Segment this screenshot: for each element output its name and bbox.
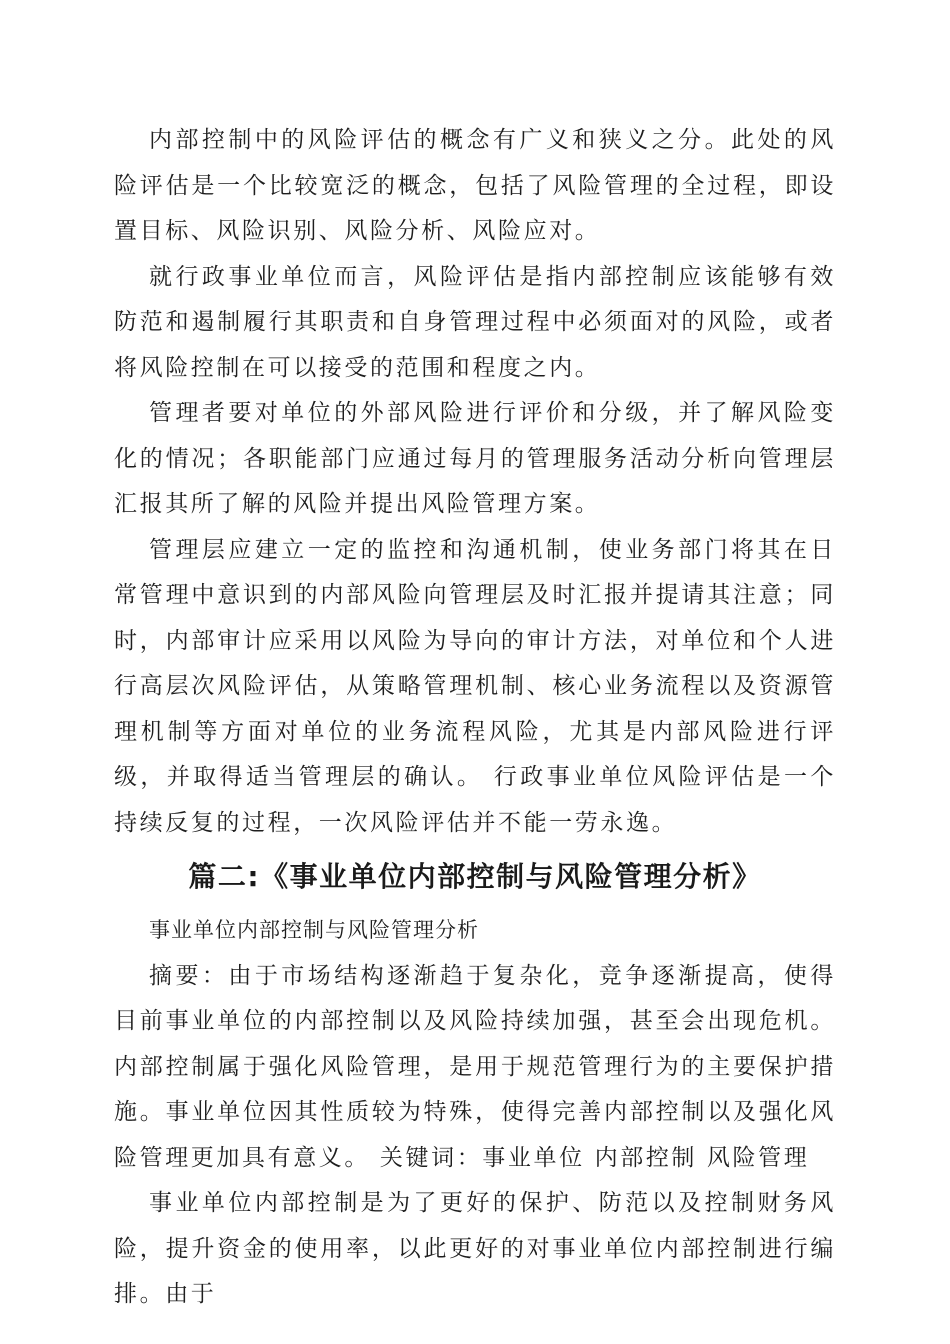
article-subtitle: 事业单位内部控制与风险管理分析: [149, 918, 479, 942]
paragraph-external-risk: 管理者要对单位的外部风险进行评价和分级，并了解风险变化的情况；各职能部门应通过每月的管理服务活动分析向管理层汇报其所了解的风险并提出风险管理方案。: [114, 400, 836, 517]
paragraph-risk-assessment-concept: 内部控制中的风险评估的概念有广义和狭义之分。此处的风险评估是一个比较宽泛的概念，包括了风险管理的全过程，即设置目标、风险识别、风险分析、风险应对。: [114, 127, 836, 244]
paragraph-body-start: 事业单位内部控制是为了更好的保护、防范以及控制财务风险，提升资金的使用率，以此更好的对事业单位内部控制进行编排。由于: [114, 1190, 836, 1307]
paragraph-administrative-units: 就行政事业单位而言，风险评估是指内部控制应该能够有效防范和遏制履行其职责和自身管理过程中必须面对的风险，或者将风险控制在可以接受的范围和程度之内。: [114, 263, 836, 381]
section-heading: 篇二:《事业单位内部控制与风险管理分析》: [188, 860, 762, 893]
paragraph-monitoring-mechanism: 管理层应建立一定的监控和沟通机制，使业务部门将其在日常管理中意识到的内部风险向管理层及时汇报并提请其注意；同时，内部审计应采用以风险为导向的审计方法，对单位和个人进行高层次风险评估，从策略管理机制、核心业务流程以及资源管理机制等方面对单位的业务流程风险，尤其是内部风险进行评级，并取得适当管理层的确认。 行政事业单位风险评估是一个持续反复的过程，一次风险评估并不能一劳永逸。: [114, 536, 836, 836]
paragraph-abstract: 摘要：由于市场结构逐渐趋于复杂化，竞争逐渐提高，使得目前事业单位的内部控制以及风险持续加强，甚至会出现危机。内部控制属于强化风险管理，是用于规范管理行为的主要保护措施。事业单位因其性质较为特殊，使得完善内部控制以及强化风险管理更加具有意义。 关键词：事业单位 内部控制 风险管理: [114, 962, 836, 1171]
document-page: [114, 118, 836, 1318]
